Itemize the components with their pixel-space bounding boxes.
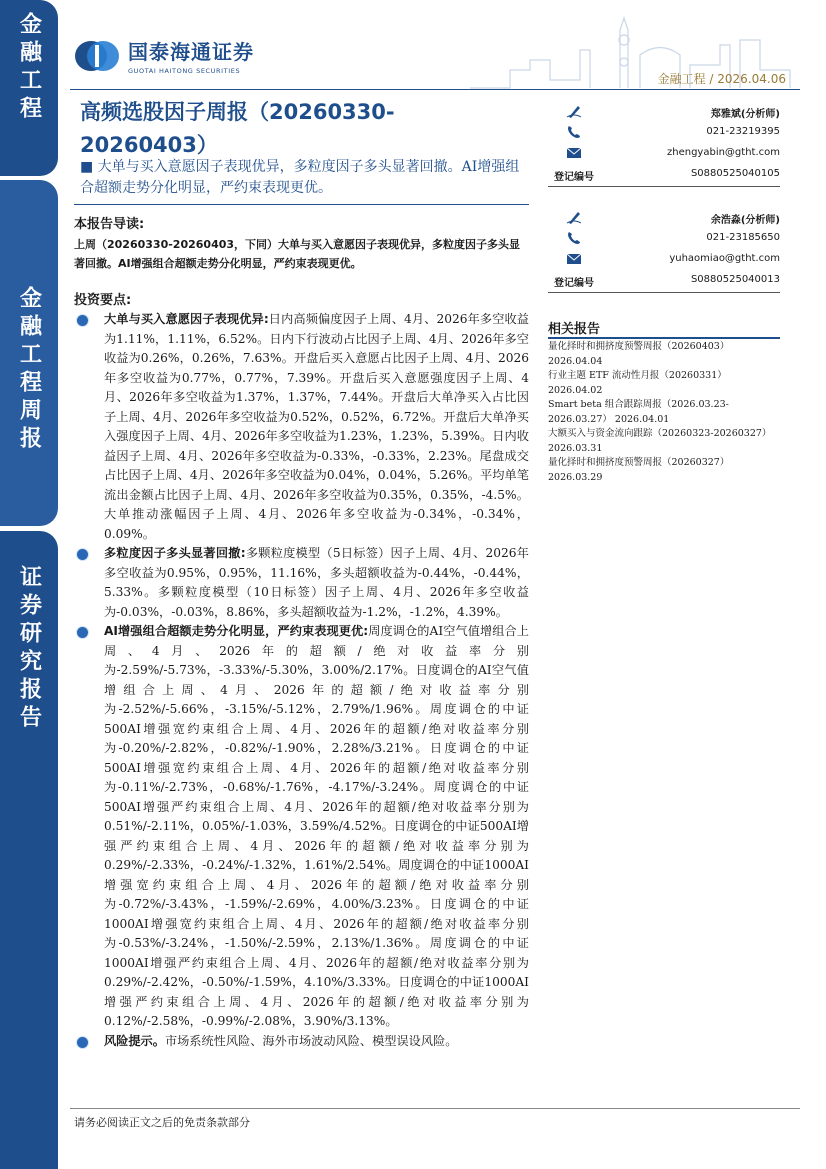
related-report-title[interactable]: 量化择时和拥挤度预警周报（20260327） xyxy=(548,457,730,468)
header-divider xyxy=(70,89,800,90)
related-reports-heading: 相关报告 xyxy=(548,322,601,337)
footer-disclaimer: 请务必阅读正文之后的免责条款部分 xyxy=(74,1116,250,1129)
sidebar-category-text: 金融工程 xyxy=(16,12,42,124)
analyst-email[interactable]: zhengyabin@gtht.com xyxy=(667,147,780,158)
analyst-card-1 xyxy=(548,102,780,186)
sidebar-report-type-text: 金融工程周报 xyxy=(16,286,42,454)
analyst-reg-label: 登记编号 xyxy=(554,278,594,289)
pen-icon xyxy=(566,210,582,224)
key-point-text: 日内高频偏度因子上周、4月、2026年多空收益为1.11%，1.11%，6.52%。日内下行波动占比因子上周、4月、2026年多空收益为0.26%，0.26%，7.63%。开盘后买入意愿占比因子上周、4月、2026年多空收益为0.77%，0.77%，7.39%。开盘后买入意愿强度因子上周、4月、2026年多空收益为1.37%，1.37%，7.44%。开盘后大单净买入占比因子上周、4月、2026年多空收益为0.52%，0.52%，6.72%。开盘后大单净买入强度因子上周、4月、2026年多空收益为1.23%，1.23%，5.39%。日内收益因子上周、4月、2026年多空收益为-0.33%，-0.33%，2.23%。尾盘成交占比因子上周、4月、2026年多空收益为0.04%，0.04%，5.26%。平均单笔流出金额占比因子上周、4月、2026年多空收益为0.35%，0.35%，-4.5%。大单推动涨幅因子上周、4月、2026年多空收益为-0.34%，-0.34%，0.09%。 xyxy=(104,312,529,541)
logo-name-cn: 国泰海通证券 xyxy=(128,40,254,64)
key-point-risk xyxy=(74,1032,529,1052)
analyst-phone: 021-23185650 xyxy=(706,232,780,243)
related-reports-list xyxy=(548,340,788,485)
analyst-divider xyxy=(548,292,780,293)
report-subtitle: ■ 大单与买入意愿因子表现优异，多粒度因子多头显著回撤。AI增强组合超额走势分化明显，严约束表现更优。 xyxy=(80,159,520,196)
bullet-icon xyxy=(76,548,89,561)
bullet-icon xyxy=(76,626,89,639)
sidebar-block-research xyxy=(0,531,58,1169)
related-report-date: 2026.03.27） 2026.04.01 xyxy=(548,413,670,425)
related-report-date: 2026.04.02 xyxy=(548,384,603,396)
analyst-name: 郑雅斌(分析师) xyxy=(710,109,780,120)
sidebar-research-text: 证券研究报告 xyxy=(16,565,42,733)
key-point-lead: 大单与买入意愿因子表现优异: xyxy=(104,312,269,326)
key-point-multi-granularity xyxy=(74,544,529,622)
key-point-lead: 风险提示。 xyxy=(104,1033,165,1048)
analyst-email[interactable]: yuhaomiao@gtht.com xyxy=(669,253,780,264)
subtitle-divider xyxy=(74,204,529,205)
sidebar xyxy=(0,0,58,1169)
phone-icon xyxy=(566,231,582,245)
email-icon xyxy=(566,252,582,266)
analyst-card-2 xyxy=(548,208,780,292)
related-reports-divider xyxy=(548,337,780,339)
email-icon xyxy=(566,146,582,160)
related-report-date: 2026.04.04 xyxy=(548,355,603,367)
analyst-name: 余浩淼(分析师) xyxy=(710,215,780,226)
key-point-ai-enhanced xyxy=(74,622,529,1032)
bullet-icon xyxy=(76,314,89,327)
header-category-date: 金融工程 / 2026.04.06 xyxy=(657,72,786,86)
analyst-reg-number: S0880525040013 xyxy=(690,274,780,285)
guide-text: 上周（20260330-20260403，下同）大单与买入意愿因子表现优异，多粒度因子多头显著回撤。AI增强组合超额走势分化明显，严约束表现更优。 xyxy=(74,238,521,270)
logo-mark-icon xyxy=(74,39,120,73)
analyst-reg-number: S0880525040105 xyxy=(690,168,780,179)
pen-icon xyxy=(566,104,582,118)
related-report-date: 2026.03.29 xyxy=(548,471,603,483)
sidebar-block-report-type xyxy=(0,180,58,526)
guide-heading: 本报告导读: xyxy=(74,217,145,232)
key-point-lead: AI增强组合超额走势分化明显，严约束表现更优: xyxy=(104,624,369,638)
key-point-text: 周度调仓的AI空气值增组合上周、4月、2026年的超额/绝对收益率分别为-2.59%/-5.73%，-3.33%/-5.30%，3.00%/2.17%。日度调仓的AI空气值增组合上周、4月、2026年的超额/绝对收益率分别为-2.52%/-5.66%，-3.15%/-5.12%，2.79%/1.96%。周度调仓的中证500AI增强宽约束组合上周、4月、2026年的超额/绝对收益率分别为-0.20%/-2.82%，-0.82%/-1.90%，2.28%/3.21%。日度调仓的中证500AI增强宽约束组合上周、4月、2026年的超额/绝对收益率分别为-0.11%/-2.73%，-0.68%/-1.76%，-4.17%/-3.24%。周度调仓的中证500AI增强严约束组合上周、4月、2026年的超额/绝对收益率分别为0.51%/-2.11%，0.05%/-1.03%，3.59%/4.52%。日度调仓的中证500AI增强严约束组合上周、4月、2026年的超额/绝对收益率分别为0.29%/-2.33%，-0.24%/-1.32%，1.61%/2.54%。周度调仓的中证1000AI增强宽约束组合上周、4月、2026年的超额/绝对收益率分别为-0.72%/-3.43%，-1.59%/-2.69%，4.00%/3.23%。日度调仓的中证1000AI增强宽约束组合上周、4月、2026年的超额/绝对收益率分别为-0.53%/-3.24%，-1.50%/-2.59%，2.13%/1.36%。周度调仓的中证1000AI增强严约束组合上周、4月、2026年的超额/绝对收益率分别为0.29%/-2.42%，-0.50%/-1.59%，4.10%/3.33%。日度调仓的中证1000AI增强严约束组合上周、4月、2026年的超额/绝对收益率分别为0.12%/-2.58%，-0.99%/-2.08%，3.90%/3.13%。 xyxy=(104,624,529,1028)
key-points-list xyxy=(74,310,529,1051)
key-point-text: 市场系统性风险、海外市场波动风险、模型误设风险。 xyxy=(164,1033,458,1048)
related-report-title[interactable]: 量化择时和拥挤度预警周报（20260403） xyxy=(548,341,730,352)
points-heading: 投资要点: xyxy=(74,293,132,308)
bullet-icon xyxy=(76,1036,89,1049)
sidebar-block-category xyxy=(0,0,58,176)
key-point-text: 多颗粒度模型（5日标签）因子上周、4月、2026年多空收益为0.95%，0.95%，11.16%，多头超额收益为-0.44%，-0.44%，5.33%。多颗粒度模型（10日标签）因子上周、4月、2026年多空收益为-0.03%，-0.03%，8.86%，多头超额收益为-1.2%，-1.2%，4.39%。 xyxy=(104,546,529,619)
related-report-title[interactable]: Smart beta 组合跟踪周报（2026.03.23- xyxy=(548,399,729,410)
related-report-date: 2026.03.31 xyxy=(548,442,603,454)
analyst-reg-label: 登记编号 xyxy=(554,172,594,183)
phone-icon xyxy=(566,125,582,139)
key-point-large-order xyxy=(74,310,529,544)
footer-divider xyxy=(70,1108,800,1109)
analyst-divider xyxy=(548,186,780,187)
company-logo xyxy=(74,36,254,75)
key-point-lead: 多粒度因子多头显著回撤: xyxy=(104,546,246,560)
related-report-title[interactable]: 行业主题 ETF 流动性月报（20260331） xyxy=(548,370,727,381)
analyst-phone: 021-23219395 xyxy=(706,126,780,137)
logo-name-en: GUOTAI HAITONG SECURITIES xyxy=(128,67,241,75)
related-report-title[interactable]: 大额买入与资金流向跟踪（20260323-20260327） xyxy=(548,428,772,439)
report-title: 高频选股因子周报（20260330-20260403） xyxy=(80,100,395,157)
